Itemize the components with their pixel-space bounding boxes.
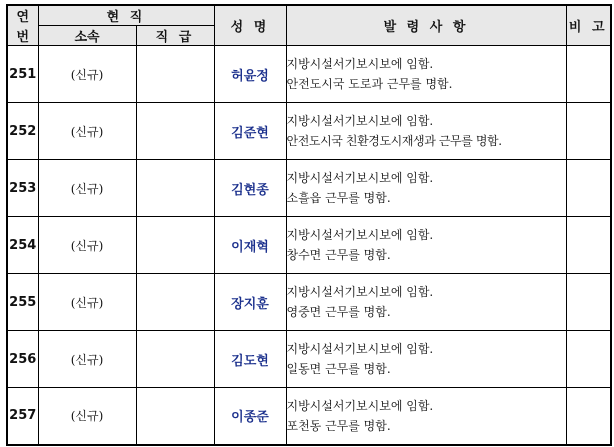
row-order [286,103,566,160]
order-line-2: 안전도시국 친환경도시재생과 근무를 명함. [286,134,502,148]
order-line-1: 지방시설서기보시보에 임함. [286,342,434,356]
row-remarks [566,388,611,445]
row-number: 254 [7,217,38,274]
row-order [286,46,566,103]
row-name: 김준현 [214,103,286,160]
order-line-1: 지방시설서기보시보에 임함. [286,114,434,128]
row-name: 이종준 [214,388,286,445]
order-line-2: 영중면 근무를 명함. [286,305,391,319]
row-position [136,274,214,331]
header-no-top: 연 [7,5,38,26]
row-remarks [566,217,611,274]
row-dept: (신규) [38,103,136,160]
header-dept: 소속 [38,26,136,46]
row-number: 251 [7,46,38,103]
table-row [7,388,611,445]
row-position [136,46,214,103]
table-row [7,331,611,388]
row-position [136,160,214,217]
header-no-bottom: 번 [7,26,38,46]
order-line-1: 지방시설서기보시보에 임함. [286,57,434,71]
row-position [136,331,214,388]
table-row [7,103,611,160]
row-dept: (신규) [38,388,136,445]
row-name: 김현종 [214,160,286,217]
header-order: 발 령 사 항 [286,5,566,46]
order-line-2: 포천동 근무를 명함. [286,418,391,433]
row-dept: (신규) [38,160,136,217]
row-name: 김도현 [214,331,286,388]
header-remarks: 비 고 [566,5,611,46]
row-remarks [566,46,611,103]
row-name: 이재혁 [214,217,286,274]
row-number: 257 [7,388,38,445]
header-name: 성 명 [214,5,286,46]
order-line-2: 안전도시국 도로과 근무를 명함. [286,77,453,91]
row-remarks [566,331,611,388]
order-line-1: 지방시설서기보시보에 임함. [286,228,434,242]
appointment-table [6,4,612,446]
row-order [286,388,566,445]
row-dept: (신규) [38,46,136,103]
row-remarks [566,274,611,331]
table-row [7,46,611,103]
order-line-2: 소흘읍 근무를 명함. [286,191,391,205]
row-number: 256 [7,331,38,388]
order-line-1: 지방시설서기보시보에 임함. [286,398,434,413]
row-dept: (신규) [38,217,136,274]
order-line-2: 창수면 근무를 명함. [286,248,391,262]
row-order [286,160,566,217]
row-order [286,217,566,274]
row-order [286,331,566,388]
row-number: 255 [7,274,38,331]
header-position: 직 급 [136,26,214,46]
row-position [136,217,214,274]
table-row [7,160,611,217]
row-remarks [566,103,611,160]
row-position [136,103,214,160]
row-position [136,388,214,445]
order-line-1: 지방시설서기보시보에 임함. [286,285,434,299]
row-number: 252 [7,103,38,160]
row-number: 253 [7,160,38,217]
row-dept: (신규) [38,331,136,388]
order-line-1: 지방시설서기보시보에 임함. [286,171,434,185]
row-dept: (신규) [38,274,136,331]
header-current-position: 현 직 [38,5,214,26]
row-order [286,274,566,331]
row-name: 장지훈 [214,274,286,331]
order-line-2: 일동면 근무를 명함. [286,362,391,376]
table-row [7,217,611,274]
table-row [7,274,611,331]
row-remarks [566,160,611,217]
row-name: 허윤정 [214,46,286,103]
